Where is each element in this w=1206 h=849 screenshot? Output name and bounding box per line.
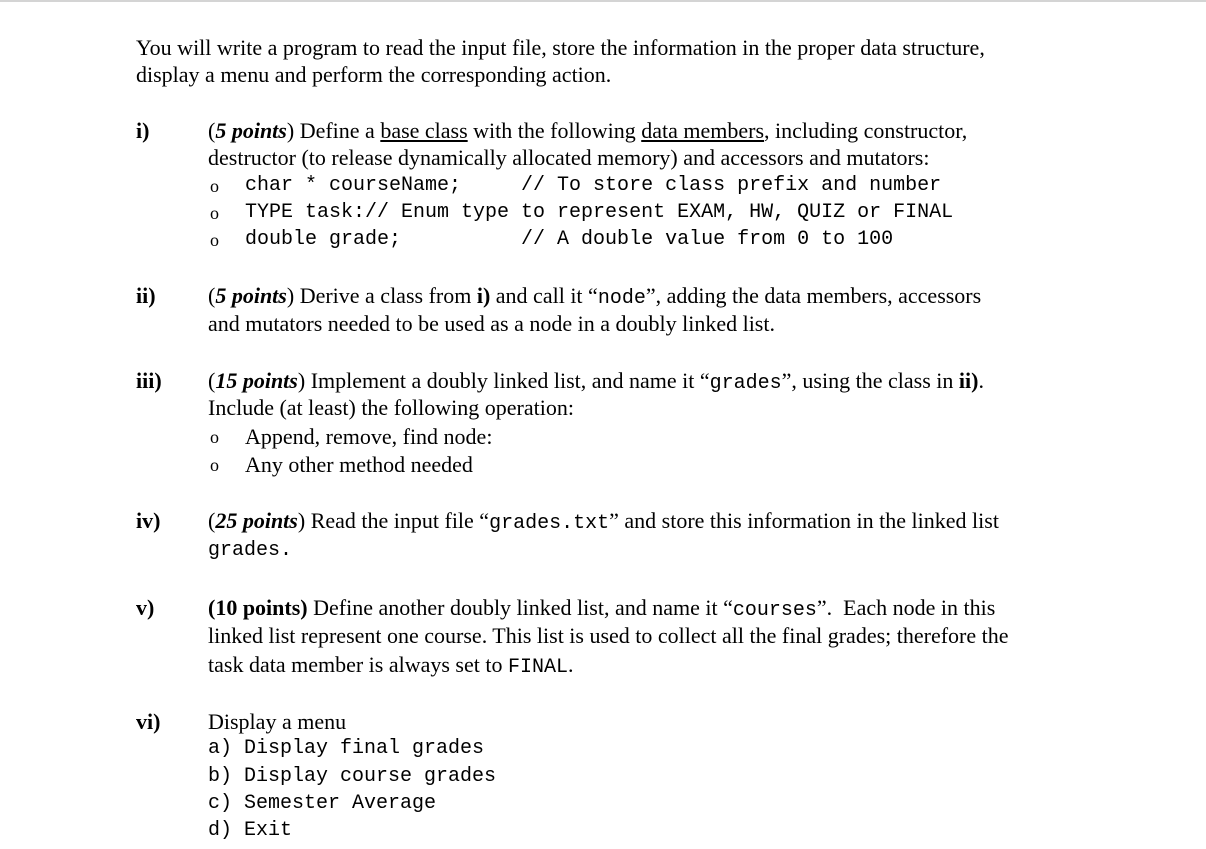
menu-option-b: b) Display course grades xyxy=(208,765,497,788)
item-iv-points: 25 points xyxy=(215,508,298,533)
item-iii-bullet-2: Any other method needed xyxy=(245,452,473,477)
item-label-i: i) xyxy=(136,118,150,143)
code-member-coursename: char * courseName; // To store class prefix and number xyxy=(245,174,942,197)
item-v-line-2: linked list represent one course. This list is used to collect all the final grades; therefore the xyxy=(208,623,1009,648)
intro-line-1: You will write a program to read the input file, store the information in the proper data structure, xyxy=(136,35,985,60)
item-i-points: 5 points xyxy=(215,118,287,143)
item-i-line-2: destructor (to release dynamically allocated memory) and accessors and mutators: xyxy=(208,145,930,170)
bullet-icon: o xyxy=(210,427,219,447)
item-ii-line-1: (5 points) Derive a class from i) and call it “node”, adding the data members, accessors xyxy=(208,283,982,310)
bullet-icon: o xyxy=(210,230,219,250)
data-members-term: data members xyxy=(641,118,765,143)
item-ii-points: 5 points xyxy=(215,283,287,308)
item-iii-line-2: Include (at least) the following operation: xyxy=(208,395,574,420)
item-iv-line-2: grades. xyxy=(208,539,293,562)
bullet-icon: o xyxy=(210,176,219,196)
item-vi-title: Display a menu xyxy=(208,709,347,734)
item-iii-bullet-1: Append, remove, find node: xyxy=(245,424,493,449)
item-label-vi: vi) xyxy=(136,709,161,734)
item-iii-line-1: (15 points) Implement a doubly linked list, and name it “grades”, using the class in ii). xyxy=(208,368,984,395)
item-i-line-1: (5 points) Define a base class with the following data members, including constructor, xyxy=(208,118,968,143)
intro-line-2: display a menu and perform the corresponding action. xyxy=(136,62,612,87)
item-v-line-1: (10 points) Define another doubly linked list, and name it “courses”. Each node in this xyxy=(208,595,996,622)
item-v-points: (10 points) xyxy=(208,595,308,620)
code-member-grade: double grade; // A double value from 0 to 100 xyxy=(245,228,894,251)
item-label-ii: ii) xyxy=(136,283,156,308)
item-label-iii: iii) xyxy=(136,368,162,393)
bullet-icon: o xyxy=(210,203,219,223)
page-top-border xyxy=(0,0,1206,2)
code-member-task: TYPE task:// Enum type to represent EXAM, HW, QUIZ or FINAL xyxy=(245,201,954,224)
item-iii-points: 15 points xyxy=(215,368,298,393)
base-class-term: base class xyxy=(380,118,468,143)
menu-option-c: c) Semester Average xyxy=(208,792,437,815)
item-iv-line-1: (25 points) Read the input file “grades.txt” and store this information in the linked list xyxy=(208,508,999,535)
item-label-v: v) xyxy=(136,595,155,620)
bullet-icon: o xyxy=(210,455,219,475)
item-ii-line-2: and mutators needed to be used as a node in a doubly linked list. xyxy=(208,311,775,336)
menu-option-d: d) Exit xyxy=(208,819,293,842)
item-label-iv: iv) xyxy=(136,508,161,533)
item-v-line-3: task data member is always set to FINAL. xyxy=(208,652,574,679)
menu-option-a: a) Display final grades xyxy=(208,737,485,760)
